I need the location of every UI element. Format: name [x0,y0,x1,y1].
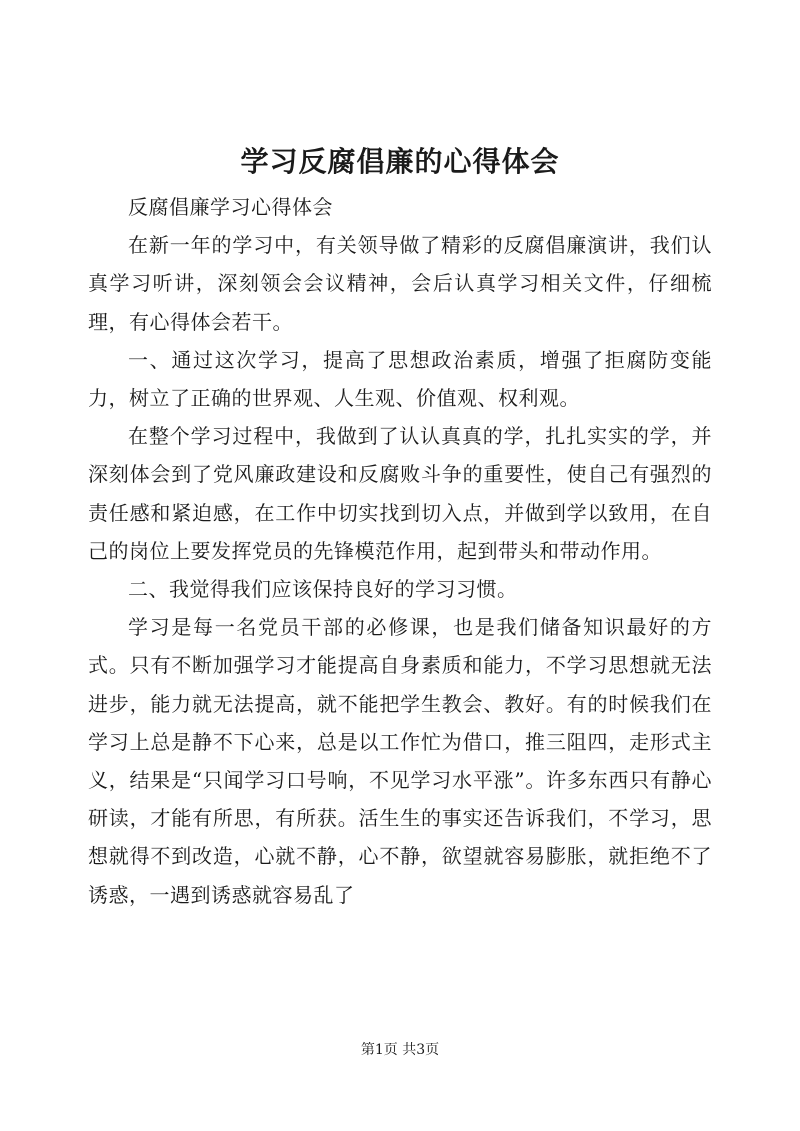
paragraph-subtitle: 反腐倡廉学习心得体会 [128,195,333,219]
paragraph-point-two-detail: 学习是每一名党员干部的必修课，也是我们储备知识最好的方式。只有不断加强学习才能提高自身素质和能力，不学习思想就无法进步，能力就无法提高，就不能把学生教会、教好。有的时候我们在学习上总是静不下心来，总是以工作忙为借口，推三阻四，走形式主义，结果是“只闻学习口号响，不见学习水平涨”。许多东西只有静心研读，才能有所思，有所获。活生生的事实还告诉我们，不学习，思想就得不到改造，心就不静，心不静，欲望就容易膨胀，就拒绝不了诱惑，一遇到诱惑就容易乱了 [88,615,712,907]
paragraph-point-one-detail: 在整个学习过程中，我做到了认认真真的学，扎扎实实的学，并深刻体会到了党风廉政建设和反腐败斗争的重要性，使自己有强烈的责任感和紧迫感，在工作中切实找到切入点，并做到学以致用，在自己的岗位上要发挥党员的先锋模范作用，起到带头和带动作用。 [88,424,712,563]
paragraph-point-two: 二、我觉得我们应该保持良好的学习习惯。 [128,577,518,602]
page-number-footer: 第1页 共3页 [360,1042,440,1058]
document-title: 学习反腐倡廉的心得体会 [240,145,560,178]
paragraph-point-one: 一、通过这次学习，提高了思想政治素质，增强了拒腐防变能力，树立了正确的世界观、人生观、价值观、权利观。 [88,347,712,411]
paragraph-intro: 在新一年的学习中，有关领导做了精彩的反腐倡廉演讲，我们认真学习听讲，深刻领会会议精神，会后认真学习相关文件，仔细梳理，有心得体会若干。 [88,233,712,334]
document-body [88,188,712,914]
